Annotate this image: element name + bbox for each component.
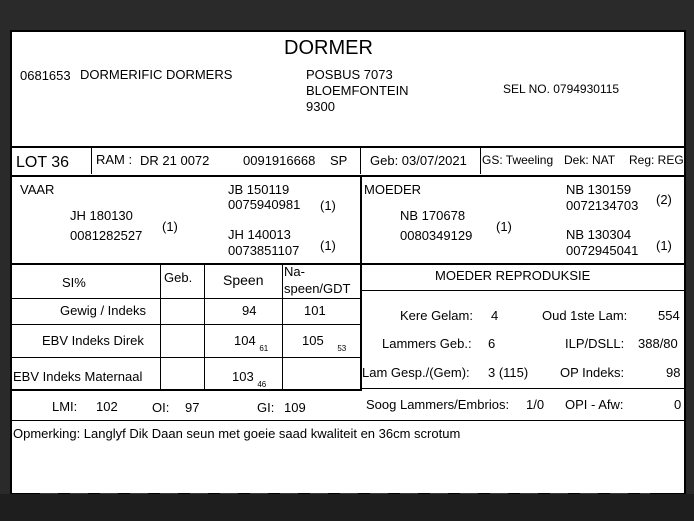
naspeen-header-1: Na- bbox=[284, 264, 305, 279]
paternal-grandsire-number: 0075940981 bbox=[228, 197, 301, 212]
lmi-value: 102 bbox=[96, 399, 118, 414]
birth-date: Geb: 03/07/2021 bbox=[370, 153, 467, 168]
oud-label: Oud 1ste Lam: bbox=[542, 308, 628, 323]
address-line-2: BLOEMFONTEIN bbox=[306, 83, 409, 98]
paternal-granddam-mark: (1) bbox=[320, 238, 336, 253]
gesp-value: 3 (115) bbox=[488, 365, 529, 380]
soog-value: 1/0 bbox=[526, 397, 545, 412]
mother-id: NB 170678 bbox=[400, 208, 466, 223]
naspeen-header-2: speen/GDT bbox=[284, 281, 351, 296]
speen-header: Speen bbox=[223, 272, 264, 288]
ram-label: RAM : bbox=[96, 152, 133, 167]
reproduction-title: MOEDER REPRODUKSIE bbox=[435, 268, 591, 283]
registration-status: Reg: REG bbox=[629, 153, 684, 167]
paternal-granddam-id: JH 140013 bbox=[228, 227, 291, 242]
lammers-value: 6 bbox=[488, 336, 496, 351]
row-weight-naspeen: 101 bbox=[304, 303, 326, 318]
bottom-strip bbox=[0, 494, 694, 521]
maternal-granddam-mark: (1) bbox=[656, 238, 672, 253]
paternal-grandsire-id: JB 150119 bbox=[228, 182, 290, 197]
row-direct-label: EBV Indeks Direk bbox=[42, 333, 144, 348]
maternal-granddam-number: 0072945041 bbox=[566, 243, 639, 258]
ram-id: DR 21 0072 bbox=[140, 153, 210, 168]
mating-type: Dek: NAT bbox=[564, 153, 616, 167]
maternal-granddam-id: NB 130304 bbox=[566, 227, 632, 242]
row-direct-speen: 104 $_{61}$ bbox=[234, 333, 269, 353]
op-label: OP Indeks: bbox=[560, 365, 625, 380]
lmi-label: LMI: bbox=[52, 399, 78, 414]
father-number: 0081282527 bbox=[70, 228, 143, 243]
geb-header: Geb. bbox=[164, 270, 193, 285]
maternal-grandsire-id: NB 130159 bbox=[566, 182, 632, 197]
father-id: JH 180130 bbox=[70, 208, 133, 223]
gi-label: GI: bbox=[257, 400, 275, 415]
mother-label: MOEDER bbox=[364, 182, 422, 197]
kere-value: 4 bbox=[491, 308, 499, 323]
address-line-3: 9300 bbox=[306, 99, 335, 114]
paternal-granddam-number: 0073851107 bbox=[228, 243, 300, 258]
seller-name: DORMERIFIC DORMERS bbox=[80, 67, 233, 82]
row-weight-speen: 94 bbox=[242, 303, 257, 318]
maternal-grandsire-number: 0072134703 bbox=[566, 198, 639, 213]
ram-number: 0091916668 bbox=[243, 153, 316, 168]
oi-value: 97 bbox=[185, 400, 200, 415]
soog-label: Soog Lammers/Embrios: bbox=[366, 397, 510, 412]
oud-value: 554 bbox=[658, 308, 680, 323]
seller-phone: SEL NO. 0794930115 bbox=[503, 82, 620, 96]
gi-value: 109 bbox=[284, 400, 306, 415]
lot-card bbox=[10, 30, 686, 495]
ilp-value: 388/80 bbox=[638, 336, 678, 351]
row-maternal-speen: 103 $_{46}$ bbox=[232, 369, 267, 389]
oi-label: OI: bbox=[152, 400, 170, 415]
opi-value: 0 bbox=[674, 397, 682, 412]
seller-id: 0681653 bbox=[20, 68, 71, 83]
maternal-grandsire-mark: (2) bbox=[656, 192, 672, 207]
row-maternal-speen-accuracy: 46 bbox=[257, 380, 267, 389]
lammers-label: Lammers Geb.: bbox=[382, 336, 472, 351]
birth-status: GS: Tweeling bbox=[482, 153, 554, 167]
breeder-title: DORMER bbox=[284, 37, 373, 59]
row-weight-label: Gewig / Indeks bbox=[60, 303, 146, 318]
si-header: SI% bbox=[62, 275, 86, 290]
mother-number: 0080349129 bbox=[400, 228, 473, 243]
paternal-grandsire-mark: (1) bbox=[320, 198, 336, 213]
row-direct-naspeen-accuracy: 53 bbox=[337, 344, 347, 353]
father-label: VAAR bbox=[20, 182, 55, 197]
gesp-label: Lam Gesp./(Gem): bbox=[362, 365, 470, 380]
address-line-1: POSBUS 7073 bbox=[306, 67, 393, 82]
opi-label: OPI - Afw: bbox=[565, 397, 624, 412]
lot-number: LOT 36 bbox=[16, 154, 70, 171]
father-mark: (1) bbox=[162, 219, 178, 234]
row-maternal-label: EBV Indeks Maternaal bbox=[13, 369, 143, 384]
ilp-label: ILP/DSLL: bbox=[565, 336, 625, 351]
ram-grade: SP bbox=[330, 153, 348, 168]
row-direct-naspeen: 105 $_{53}$ bbox=[302, 333, 347, 353]
kere-label: Kere Gelam: bbox=[400, 308, 473, 323]
op-value: 98 bbox=[666, 365, 681, 380]
mother-mark: (1) bbox=[496, 219, 512, 234]
row-direct-speen-accuracy: 61 bbox=[259, 344, 269, 353]
remarks: Opmerking: Langlyf Dik Daan seun met goeie saad kwaliteit en 36cm scrotum bbox=[13, 426, 461, 441]
